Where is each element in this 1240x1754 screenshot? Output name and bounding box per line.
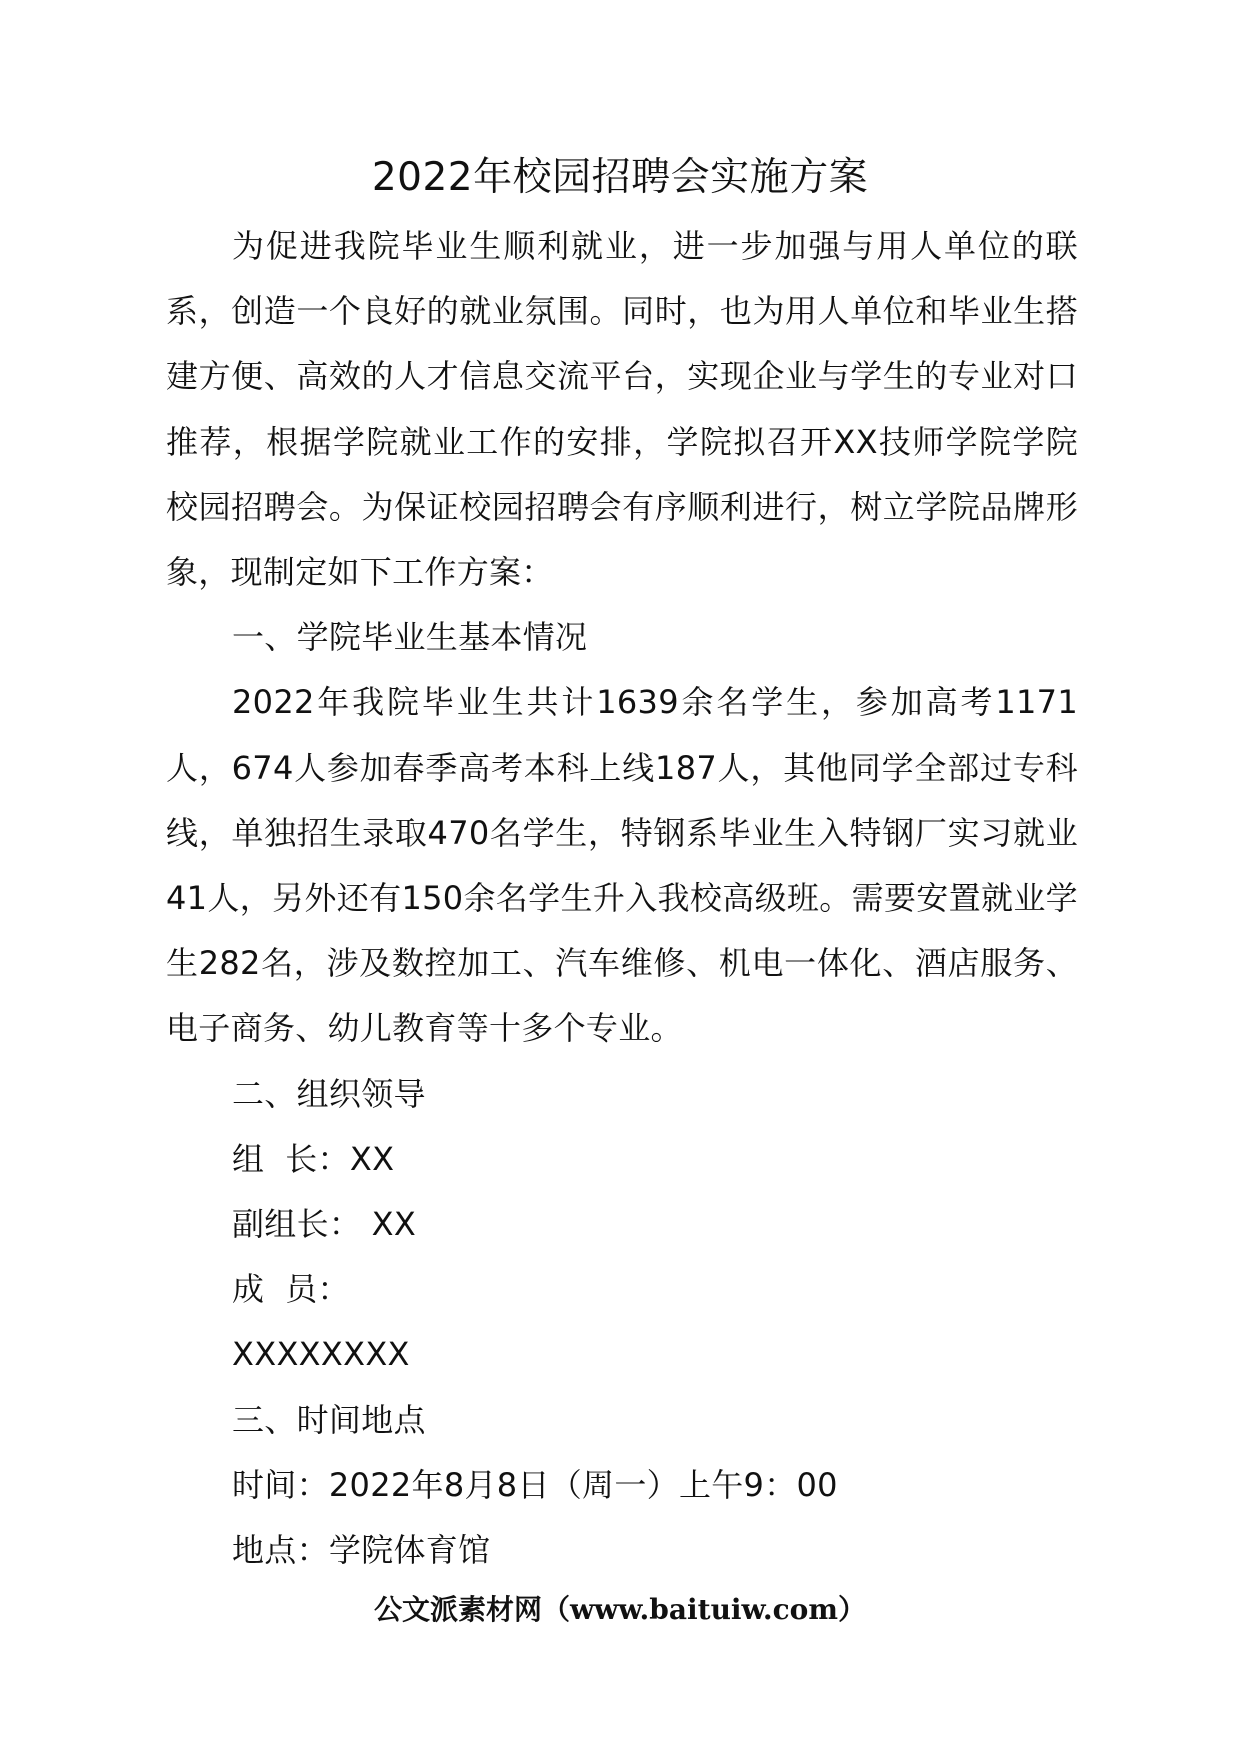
section-heading-graduates: 一、学院毕业生基本情况 bbox=[232, 618, 588, 657]
document-title: 2022年校园招聘会实施方案 bbox=[371, 155, 869, 200]
section-heading-organization: 二、组织领导 bbox=[232, 1074, 426, 1113]
members-label-line: 成 员： bbox=[232, 1270, 350, 1309]
document-body bbox=[166, 214, 1078, 1583]
members-names-line: XXXXXXXX bbox=[232, 1335, 410, 1374]
deputy-leader-line: 副组长： XX bbox=[232, 1205, 417, 1244]
team-leader-line: 组 长：XX bbox=[232, 1139, 395, 1178]
footer-watermark: 公文派素材网（www.baituiw.com） bbox=[374, 1593, 866, 1626]
graduates-paragraph: 2022年我院毕业生共计1639余名学生，参加高考1171人，674人参加春季高考本科上线187人，其他同学全部过专科线，单独招生录取470名学生，特钢系毕业生入特钢厂实习就业41人，另外还有150余名学生升入我校高级班。需要安置就业学生282名，涉及数控加工、汽车维修、机电一体化、酒店服务、电子商务、幼儿教育等十多个专业。 bbox=[166, 683, 1078, 1048]
time-line: 时间：2022年8月8日（周一）上午9：00 bbox=[232, 1465, 838, 1504]
intro-paragraph: 为促进我院毕业生顺利就业，进一步加强与用人单位的联系，创造一个良好的就业氛围。同时，也为用人单位和毕业生搭建方便、高效的人才信息交流平台，实现企业与学生的专业对口推荐，根据学院就业工作的安排，学院拟召开XX技师学院学院校园招聘会。为保证校园招聘会有序顺利进行，树立学院品牌形象，现制定如下工作方案： bbox=[166, 227, 1078, 592]
place-line: 地点：学院体育馆 bbox=[232, 1531, 491, 1570]
section-heading-time-place: 三、时间地点 bbox=[232, 1400, 426, 1439]
